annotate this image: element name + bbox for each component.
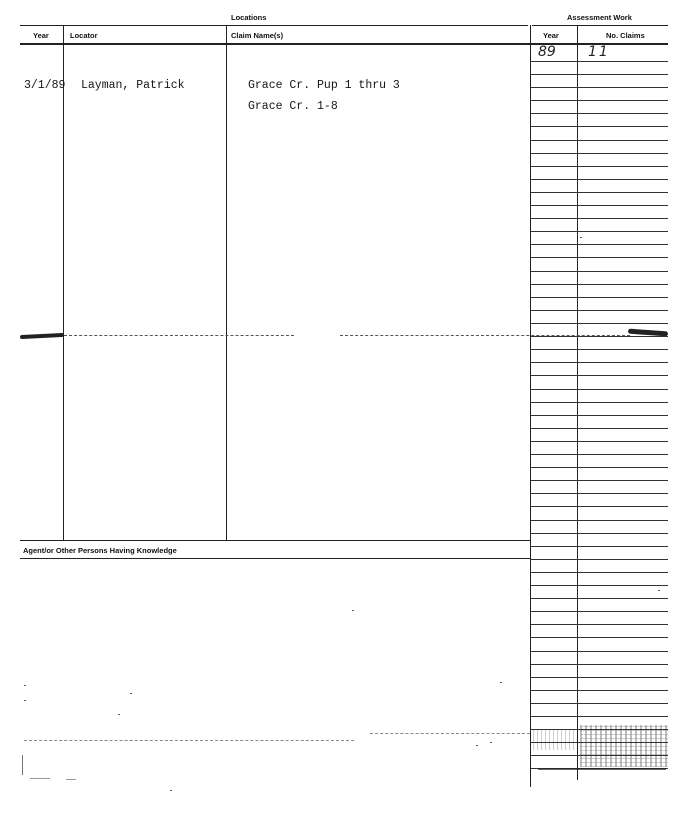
assessment-ruled-line [531,690,668,691]
header-top-rule-right [532,25,668,26]
assessment-ruled-line [531,218,668,219]
assessment-ruled-line [531,415,668,416]
entry-claim-name-2: Grace Cr. 1-8 [248,100,338,113]
claim-names-column-header: Claim Name(s) [231,31,284,40]
scan-speck [66,779,76,780]
scan-fold-line-right [340,335,630,336]
header-top-rule-left [20,25,528,26]
assessment-ruled-line [531,231,668,232]
locations-title: Locations [231,13,267,22]
assessment-ruled-line [531,493,668,494]
assessment-ruled-line [531,402,668,403]
assessment-ruled-line [531,375,668,376]
assessment-ruled-line [531,546,668,547]
assessment-ruled-line [531,506,668,507]
assessment-ruled-line [531,74,668,75]
assessment-ruled-line [531,651,668,652]
year-locator-divider [63,25,64,540]
scan-bottom-streak [538,768,666,770]
assessment-ruled-line [531,271,668,272]
scan-edge-mark [22,755,23,775]
year-column-header: Year [33,31,49,40]
assessment-ruled-line [531,140,668,141]
entry-locator: Layman, Patrick [81,79,185,92]
assessment-ruled-line [531,637,668,638]
assessment-ruled-line [531,244,668,245]
assessment-ruled-line [531,533,668,534]
scan-speck [658,590,660,591]
assessment-ruled-line [531,585,668,586]
scan-fold-line-lower-left [24,740,354,741]
assessment-ruled-line [531,559,668,560]
entry-claim-name-1: Grace Cr. Pup 1 thru 3 [248,79,400,92]
assessment-ruled-line [531,572,668,573]
assessment-ruled-line [531,703,668,704]
assessment-ruled-line [531,520,668,521]
locator-column-header: Locator [70,31,98,40]
assessment-ruled-line [531,349,668,350]
assessment-no-claims-11: 11 [588,44,610,60]
assessment-ruled-line [531,297,668,298]
assessment-ruled-line [531,624,668,625]
assessment-ruled-line [531,113,668,114]
assessment-ruled-line [531,192,668,193]
scan-speck [580,237,582,238]
assessment-ruled-line [531,441,668,442]
assessment-ruled-line [531,310,668,311]
scan-speck [118,714,120,715]
assessment-ruled-line [531,389,668,390]
scan-speck [352,610,354,611]
scan-noise-patch [580,725,668,767]
assessment-ruled-line [531,61,668,62]
assessment-year-column-header: Year [543,31,559,40]
assessment-ruled-line [531,362,668,363]
assessment-ruled-line [531,677,668,678]
agent-section-label: Agent/or Other Persons Having Knowledge [23,546,177,555]
assessment-ruled-line [531,179,668,180]
scan-speck [490,742,492,743]
assessment-ruled-line [531,336,668,337]
agent-section-bottom-rule [20,558,531,559]
assessment-ruled-line [531,166,668,167]
locator-claims-divider [226,25,227,540]
scan-speck [170,790,172,791]
scan-fold-line-lower-right [370,733,530,734]
assessment-ruled-line [531,153,668,154]
no-claims-column-header: No. Claims [606,31,645,40]
assessment-ruled-line [531,323,668,324]
assessment-ruled-line [531,257,668,258]
assessment-year-89: 89 [538,44,556,60]
scan-speck [30,778,50,779]
agent-section-top-rule [20,540,531,541]
assessment-ruled-line [531,87,668,88]
assessment-work-title: Assessment Work [567,13,632,22]
entry-year: 3/1/89 [24,79,66,92]
scan-smudge-left [20,333,64,339]
assessment-ruled-line [531,454,668,455]
assessment-ruled-line [531,428,668,429]
scan-speck [476,745,478,746]
scan-speck [24,685,26,686]
scan-fold-line-left [64,335,294,336]
header-bottom-rule [20,43,668,45]
assessment-ruled-line [531,598,668,599]
assessment-ruled-line [531,467,668,468]
scan-speck [500,682,502,683]
assessment-ruled-line [531,205,668,206]
assessment-ruled-line [531,664,668,665]
scan-speck [130,693,132,694]
assessment-ruled-line [531,100,668,101]
assessment-ruled-line [531,480,668,481]
assessment-ruled-line [531,716,668,717]
assessment-ruled-line [531,284,668,285]
assessment-ruled-line [531,126,668,127]
assessment-ruled-line [531,611,668,612]
scan-speck [24,700,26,701]
scan-noise-patch-small [533,730,577,750]
